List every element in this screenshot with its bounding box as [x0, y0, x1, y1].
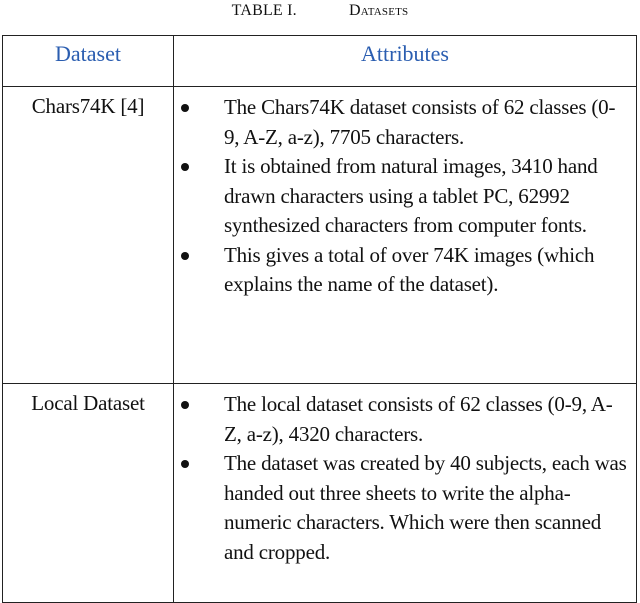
- bullet-icon: [181, 163, 189, 171]
- attribute-item: [174, 152, 628, 241]
- bullet-icon: [181, 252, 189, 260]
- attribute-item: [174, 241, 628, 300]
- attribute-text: The dataset was created by 40 subjects, each was handed out three sheets to write the alpha-numeric characters. Which were then scanned and cropped.: [224, 451, 627, 564]
- bullet-icon: [181, 104, 189, 112]
- attribute-text: The local dataset consists of 62 classes (0-9, A-Z, a-z), 4320 characters.: [224, 392, 613, 446]
- table-header-row: [3, 36, 637, 87]
- attribute-item: [174, 93, 628, 152]
- attribute-list: [174, 390, 628, 567]
- attribute-item: [174, 390, 628, 449]
- attribute-text: The Chars74K dataset consists of 62 classes (0-9, A-Z, a-z), 7705 characters.: [224, 95, 616, 149]
- header-attributes: Attributes: [174, 36, 637, 87]
- table-caption-number: TABLE I.: [231, 2, 297, 19]
- bullet-icon: [181, 401, 189, 409]
- table-row: [3, 87, 637, 384]
- attribute-text: It is obtained from natural images, 3410 hand drawn characters using a tablet PC, 62992 synthesized characters from computer fonts.: [224, 154, 598, 237]
- attributes-cell-chars74k: [174, 87, 637, 384]
- attribute-text: This gives a total of over 74K images (which explains the name of the dataset).: [224, 242, 595, 296]
- dataset-name-chars74k: Chars74K [4]: [3, 87, 174, 384]
- attribute-item: [174, 449, 628, 567]
- attribute-list: [174, 93, 628, 300]
- header-dataset: Dataset: [3, 36, 174, 87]
- dataset-name-local: Local Dataset: [3, 384, 174, 603]
- datasets-table: [2, 35, 637, 603]
- table-caption: [0, 0, 640, 26]
- table-caption-title: Datasets: [349, 2, 409, 19]
- bullet-icon: [181, 460, 189, 468]
- attributes-cell-local: [174, 384, 637, 603]
- table-row: [3, 384, 637, 603]
